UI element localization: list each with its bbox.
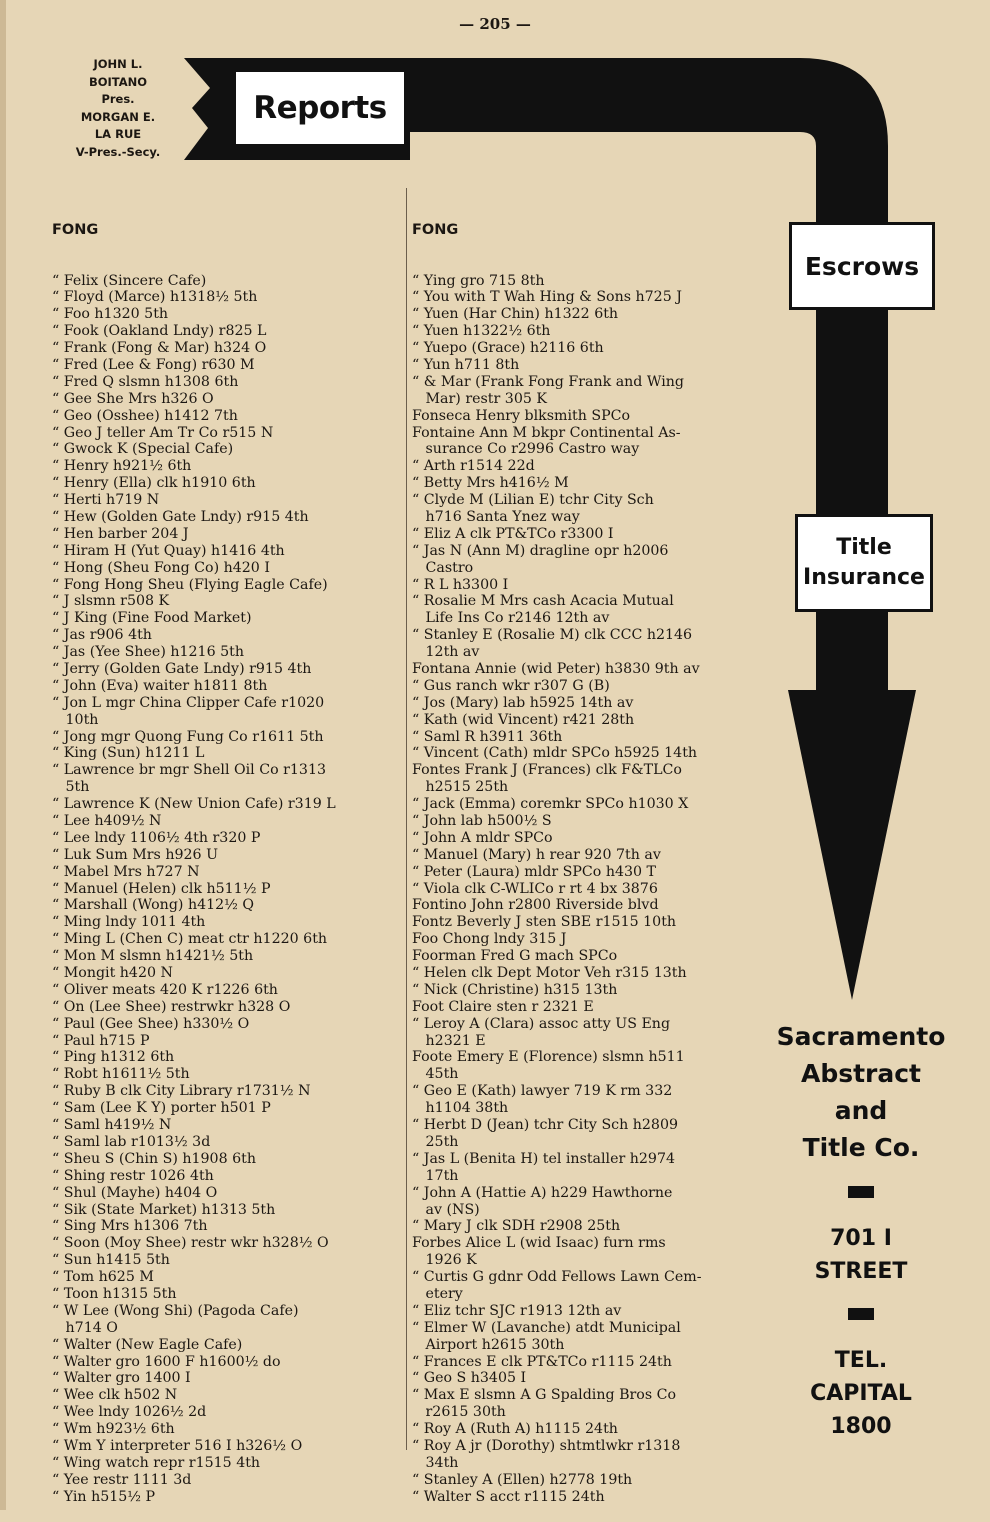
directory-entry: “ On (Lee Shee) restrwkr h328 O (52, 998, 291, 1015)
directory-entry: “ Fred Q slsmn h1308 6th (52, 373, 239, 390)
directory-entry: etery (412, 1285, 463, 1302)
address-line: STREET (814, 1259, 908, 1284)
directory-entry: “ Wee clk h502 N (52, 1387, 178, 1404)
directory-entry: “ John lab h500½ S (412, 813, 552, 830)
directory-entry: “ Ming L (Chen C) meat ctr h1220 6th (52, 931, 328, 948)
directory-entry: h714 O (52, 1319, 118, 1336)
directory-entry: “ Hen barber 204 J (52, 525, 189, 542)
directory-entry: “ Lawrence br mgr Shell Oil Co r1313 (52, 762, 327, 779)
directory-entry: “ Tom h625 M (52, 1269, 154, 1286)
directory-entry: h1104 38th (412, 1100, 509, 1117)
column-divider (406, 188, 407, 1450)
company-name-line: and (834, 1096, 888, 1125)
directory-entry: “ Yun h711 8th (412, 356, 520, 373)
title-insurance-line2: Insurance (803, 565, 925, 590)
directory-entry: “ Marshall (Wong) h412½ Q (52, 897, 255, 914)
directory-entry: Fontz Beverly J sten SBE r1515 10th (412, 914, 677, 931)
directory-entry: 45th (412, 1066, 459, 1083)
directory-entry: “ J King (Fine Food Market) (52, 610, 252, 627)
column-header: FONG (52, 221, 99, 238)
directory-entry: “ Herbt D (Jean) tchr City Sch h2809 (412, 1117, 679, 1134)
directory-entry: “ Mon M slsmn h1421½ 5th (52, 948, 254, 965)
directory-entry: “ J slsmn r508 K (52, 593, 170, 610)
directory-entry: “ Saml R h3911 36th (412, 728, 563, 745)
officer-line: JOHN L. (93, 57, 143, 71)
directory-entry: “ Peter (Laura) mldr SPCo h430 T (412, 863, 657, 880)
directory-entry: “ Lawrence K (New Union Cafe) r319 L (52, 796, 336, 813)
directory-entry: “ Soon (Moy Shee) restr wkr h328½ O (52, 1235, 329, 1252)
directory-entry: 10th (52, 711, 99, 728)
directory-entry: “ Fook (Oakland Lndy) r825 L (52, 323, 267, 340)
directory-entry: “ Arth r1514 22d (412, 458, 535, 475)
directory-entry: h2321 E (412, 1032, 486, 1049)
address-line: 701 I (830, 1226, 892, 1251)
directory-entry: “ Viola clk C-WLICo r rt 4 bx 3876 (412, 880, 658, 897)
directory-entries-right (412, 273, 702, 1506)
reports-banner: Reports (236, 72, 404, 144)
directory-entry: “ Saml h419½ N (52, 1117, 172, 1134)
directory-entry: “ Felix (Sincere Cafe) (52, 272, 207, 289)
directory-entry: “ Fred (Lee & Fong) r630 M (52, 356, 255, 373)
directory-entry: “ Roy A (Ruth A) h1115 24th (412, 1421, 618, 1438)
phone-line: TEL. (834, 1348, 888, 1373)
directory-entry: “ Oliver meats 420 K r1226 6th (52, 981, 278, 998)
directory-entry: “ Eliz A clk PT&TCo r3300 I (412, 525, 614, 542)
directory-entry: “ Fong Hong Sheu (Flying Eagle Cafe) (52, 576, 328, 593)
directory-entries-left (52, 273, 336, 1506)
directory-entry: “ Lee lndy 1106½ 4th r320 P (52, 829, 261, 846)
directory-entry: “ Yee restr 1111 3d (52, 1471, 192, 1488)
directory-entry: “ Jong mgr Quong Fung Co r1611 5th (52, 728, 324, 745)
directory-entry: “ Ming lndy 1011 4th (52, 914, 206, 931)
directory-entry: “ Mabel Mrs h727 N (52, 863, 200, 880)
directory-entry: “ Elmer W (Lavanche) atdt Municipal (412, 1319, 681, 1336)
directory-entry: 1926 K (412, 1252, 477, 1269)
column-header: FONG (412, 221, 459, 238)
directory-entry: “ Wee lndy 1026½ 2d (52, 1404, 207, 1421)
directory-entry: “ Manuel (Helen) clk h511½ P (52, 880, 271, 897)
directory-entry: Fontino John r2800 Riverside blvd (412, 897, 659, 914)
directory-entry: “ Herti h719 N (52, 492, 160, 509)
separator-square (848, 1308, 874, 1320)
directory-entry: “ Jerry (Golden Gate Lndy) r915 4th (52, 661, 312, 677)
directory-entry: “ Curtis G gdnr Odd Fellows Lawn Cem- (412, 1269, 702, 1286)
directory-entry: “ Yin h515½ P (52, 1488, 156, 1505)
directory-entry: Foote Emery E (Florence) slsmn h511 (412, 1049, 685, 1066)
directory-entry: Fontana Annie (wid Peter) h3830 9th av (412, 661, 700, 677)
directory-entry: “ Helen clk Dept Motor Veh r315 13th (412, 965, 687, 982)
directory-entry: “ R L h3300 I (412, 576, 509, 593)
directory-entry: “ Ruby B clk City Library r1731½ N (52, 1083, 311, 1100)
phone-line: 1800 (830, 1414, 892, 1439)
directory-entry: “ Geo J teller Am Tr Co r515 N (52, 424, 274, 441)
directory-entry: “ Hew (Golden Gate Lndy) r915 4th (52, 508, 309, 525)
directory-entry: “ Nick (Christine) h315 13th (412, 981, 618, 998)
directory-entry: “ Henry (Ella) clk h1910 6th (52, 475, 256, 492)
title-insurance-line1: Title (836, 535, 892, 560)
directory-entry: “ Mongit h420 N (52, 965, 173, 982)
directory-entry: “ Wm Y interpreter 516 I h326½ O (52, 1437, 303, 1454)
directory-entry: Airport h2615 30th (412, 1336, 565, 1353)
directory-entry: “ Jos (Mary) lab h5925 14th av (412, 694, 634, 711)
directory-entry: “ John A (Hattie A) h229 Hawthorne (412, 1184, 673, 1201)
directory-entry: “ Paul (Gee Shee) h330½ O (52, 1015, 250, 1032)
directory-entry: “ Yuen (Har Chin) h1322 6th (412, 306, 619, 323)
directory-entry: “ Stanley E (Rosalie M) clk CCC h2146 (412, 627, 693, 644)
directory-entry: “ Clyde M (Lilian E) tchr City Sch (412, 492, 654, 509)
directory-entry: Castro (412, 559, 474, 576)
directory-entry: “ Paul h715 P (52, 1032, 150, 1049)
directory-entry: h2515 25th (412, 779, 509, 796)
directory-entry: “ Kath (wid Vincent) r421 28th (412, 711, 635, 728)
directory-entry: “ W Lee (Wong Shi) (Pagoda Cafe) (52, 1302, 299, 1319)
directory-entry: “ Walter (New Eagle Cafe) (52, 1336, 243, 1353)
directory-entry: “ Gus ranch wkr r307 G (B) (412, 677, 610, 694)
directory-entry: 17th (412, 1167, 459, 1184)
directory-entry: “ Jas (Yee Shee) h1216 5th (52, 644, 244, 661)
directory-entry: Mar) restr 305 K (412, 390, 547, 407)
directory-entry: “ Shul (Mayhe) h404 O (52, 1184, 218, 1201)
directory-entry: “ Henry h921½ 6th (52, 458, 192, 475)
directory-entry: “ Frank (Fong & Mar) h324 O (52, 340, 267, 357)
directory-entry: 25th (412, 1133, 459, 1150)
directory-column-left (52, 188, 336, 1522)
directory-entry: “ Jas r906 4th (52, 627, 152, 644)
directory-entry: “ Jon L mgr China Clipper Cafe r1020 (52, 694, 325, 711)
directory-entry: Life Ins Co r2146 12th av (412, 610, 610, 627)
directory-entry: “ Lee h409½ N (52, 813, 162, 830)
directory-entry: “ Rosalie M Mrs cash Acacia Mutual (412, 593, 674, 610)
company-name-line: Sacramento (776, 1022, 946, 1051)
directory-entry: Fonseca Henry blksmith SPCo (412, 407, 631, 424)
directory-entry: “ John A mldr SPCo (412, 829, 553, 846)
directory-entry: “ Ping h1312 6th (52, 1049, 175, 1066)
directory-entry: “ Betty Mrs h416½ M (412, 475, 569, 492)
directory-entry: “ Geo S h3405 I (412, 1370, 527, 1387)
directory-entry: “ Sun h1415 5th (52, 1252, 170, 1269)
directory-entry: Fontaine Ann M bkpr Continental As- (412, 424, 681, 441)
directory-entry: “ Manuel (Mary) h rear 920 7th av (412, 846, 661, 863)
escrows-box: Escrows (789, 222, 935, 310)
directory-entry: “ Ying gro 715 8th (412, 272, 545, 289)
officer-line: MORGAN E. (80, 109, 156, 124)
directory-entry: “ Sheu S (Chin S) h1908 6th (52, 1150, 256, 1167)
directory-entry: “ Wm h923½ 6th (52, 1421, 175, 1438)
directory-entry: “ Stanley A (Ellen) h2778 19th (412, 1471, 633, 1488)
directory-entry: “ Gwock K (Special Cafe) (52, 441, 234, 458)
company-name-line: Title Co. (802, 1133, 920, 1162)
phone-line: CAPITAL (810, 1381, 912, 1406)
directory-entry: surance Co r2996 Castro way (412, 441, 640, 458)
directory-entry: “ Vincent (Cath) mldr SPCo h5925 14th (412, 745, 698, 762)
officer-line: V-Pres.-Secy. (75, 144, 161, 159)
officer-line: BOITANO (88, 74, 148, 89)
directory-entry: “ Max E slsmn A G Spalding Bros Co (412, 1387, 677, 1404)
directory-entry: Forbes Alice L (wid Isaac) furn rms (412, 1235, 666, 1252)
directory-entry: 34th (412, 1454, 459, 1471)
directory-entry: “ Yuepo (Grace) h2116 6th (412, 340, 604, 357)
directory-entry: Foorman Fred G mach SPCo (412, 948, 618, 965)
directory-entry: “ Shing restr 1026 4th (52, 1167, 214, 1184)
directory-entry: “ Walter S acct r1115 24th (412, 1488, 605, 1505)
directory-entry: “ Roy A jr (Dorothy) shtmtlwkr r1318 (412, 1437, 681, 1454)
directory-entry: “ Sik (State Market) h1313 5th (52, 1201, 276, 1218)
directory-entry: “ Jas N (Ann M) dragline opr h2006 (412, 542, 669, 559)
directory-entry: “ Hong (Sheu Fong Co) h420 I (52, 559, 270, 576)
directory-entry: “ Sing Mrs h1306 7th (52, 1218, 208, 1235)
directory-entry: “ Foo h1320 5th (52, 306, 169, 323)
directory-entry: “ Eliz tchr SJC r1913 12th av (412, 1302, 622, 1319)
officer-line: LA RUE (94, 127, 142, 141)
separator-square (848, 1186, 874, 1198)
directory-entry: “ Geo (Osshee) h1412 7th (52, 407, 238, 424)
directory-entry: “ You with T Wah Hing & Sons h725 J (412, 289, 682, 306)
directory-entry: “ Geo E (Kath) lawyer 719 K rm 332 (412, 1083, 673, 1100)
directory-entry: “ Walter gro 1400 I (52, 1370, 191, 1387)
directory-entry: “ Wing watch repr r1515 4th (52, 1454, 261, 1471)
directory-entry: “ Jas L (Benita H) tel installer h2974 (412, 1150, 676, 1167)
directory-entry: “ Floyd (Marce) h1318½ 5th (52, 289, 258, 306)
directory-entry: “ Jack (Emma) coremkr SPCo h1030 X (412, 796, 689, 813)
page-number: — 205 — (459, 15, 531, 33)
directory-entry: “ Sam (Lee K Y) porter h501 P (52, 1100, 271, 1117)
directory-entry: 5th (52, 779, 90, 796)
directory-entry: “ Walter gro 1600 F h1600½ do (52, 1353, 281, 1370)
title-insurance-box (795, 514, 933, 612)
directory-entry: h716 Santa Ynez way (412, 508, 580, 525)
directory-entry: “ Luk Sum Mrs h926 U (52, 846, 219, 863)
directory-entry: r2615 30th (412, 1404, 506, 1421)
directory-entry: 12th av (412, 644, 480, 661)
directory-entry: av (NS) (412, 1201, 480, 1218)
directory-entry: “ Leroy A (Clara) assoc atty US Eng (412, 1015, 671, 1032)
directory-entry: “ Frances E clk PT&TCo r1115 24th (412, 1353, 672, 1370)
directory-entry: Foot Claire sten r 2321 E (412, 998, 594, 1015)
directory-entry: “ Yuen h1322½ 6th (412, 323, 551, 340)
directory-entry: “ Robt h1611½ 5th (52, 1066, 190, 1083)
directory-entry: “ Saml lab r1013½ 3d (52, 1133, 211, 1150)
directory-entry: “ Mary J clk SDH r2908 25th (412, 1218, 621, 1235)
directory-entry: “ Gee She Mrs h326 O (52, 390, 214, 407)
directory-entry: Fontes Frank J (Frances) clk F&TLCo (412, 762, 682, 779)
directory-column-right (412, 188, 702, 1522)
company-name-line: Abstract (800, 1059, 922, 1088)
officer-line: Pres. (101, 92, 135, 106)
directory-entry: “ Toon h1315 5th (52, 1285, 177, 1302)
directory-entry: “ King (Sun) h1211 L (52, 745, 205, 762)
directory-entry: “ & Mar (Frank Fong Frank and Wing (412, 373, 684, 390)
directory-entry: “ John (Eva) waiter h1811 8th (52, 677, 268, 694)
directory-entry: “ Hiram H (Yut Quay) h1416 4th (52, 542, 285, 559)
directory-entry: Foo Chong lndy 315 J (412, 931, 567, 948)
company-advertisement (776, 1018, 946, 1443)
